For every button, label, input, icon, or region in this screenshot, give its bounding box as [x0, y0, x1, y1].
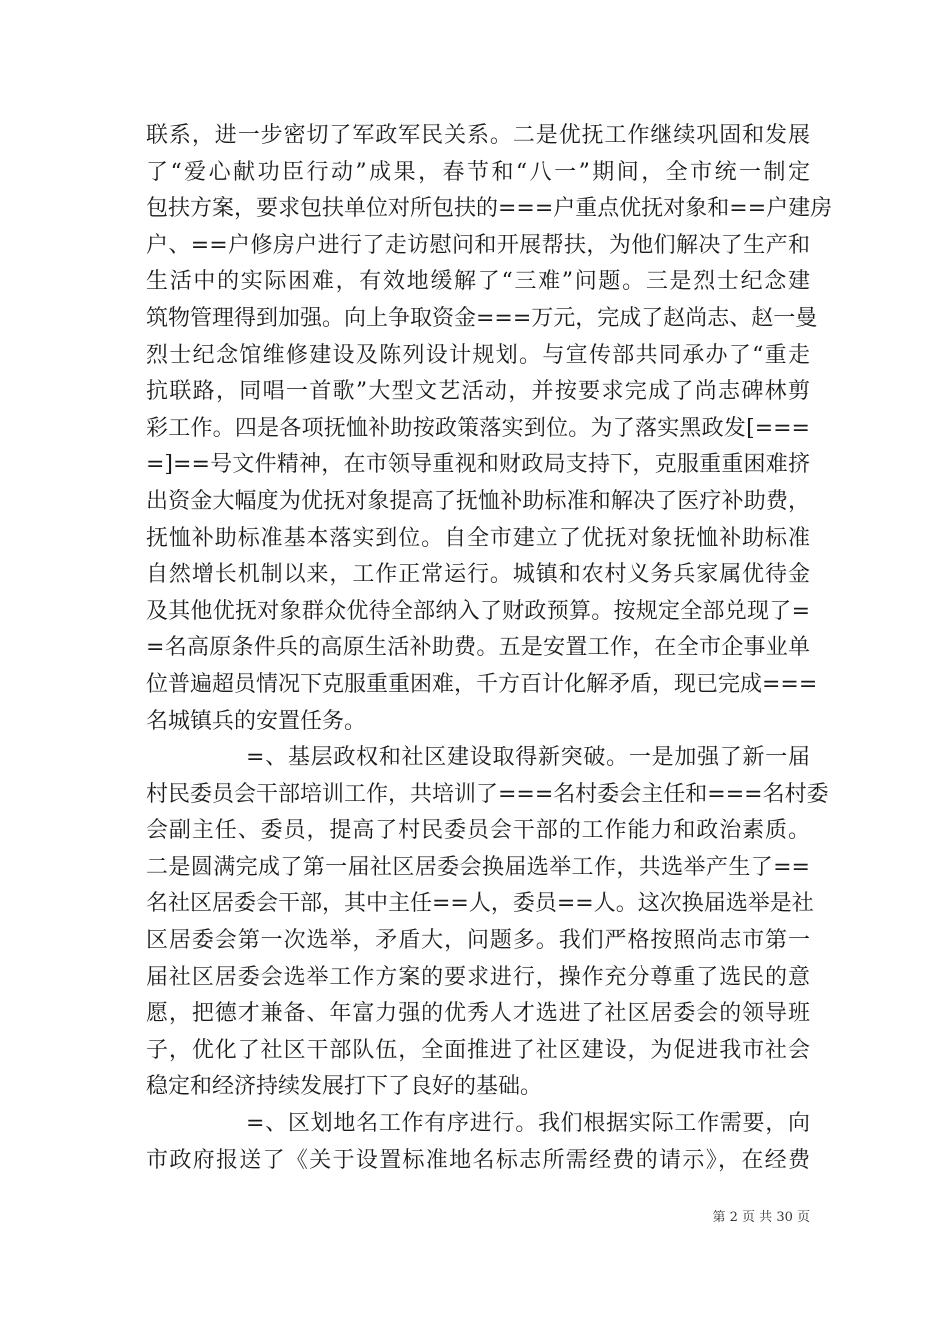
- text-line: 名社区居委会干部，其中主任==人，委员==人。这次换届选举是社: [146, 891, 814, 917]
- text-line: 村民委员会干部培训工作，共培训了===名村委会主任和===名村委: [146, 781, 829, 807]
- text-line: 联系，进一步密切了军政军民关系。二是优抚工作继续巩固和发展: [146, 123, 810, 148]
- text-line: 筑物管理得到加强。向上争取资金===万元，完成了赵尚志、赵一曼: [146, 305, 818, 331]
- text-line: 会副主任、委员，提高了村民委员会干部的工作能力和政治素质。: [146, 818, 810, 844]
- text-line: 烈士纪念馆维修建设及陈列设计规划。与宣传部共同承办了“重走: [146, 342, 810, 368]
- text-line: 抚恤补助标准基本落实到位。自全市建立了优抚对象抚恤补助标准: [146, 525, 810, 551]
- text-line: 届社区居委会选举工作方案的要求进行，操作充分尊重了选民的意: [146, 964, 810, 990]
- text-line: 抗联路，同唱一首歌”大型文艺活动，并按要求完成了尚志碑林剪: [146, 379, 810, 405]
- text-line: 彩工作。四是各项抚恤补助按政策落实到位。为了落实黑政发[===: [146, 415, 810, 441]
- text-line: =、区划地名工作有序进行。我们根据实际工作需要，向: [246, 1111, 810, 1137]
- text-line: 愿，把德才兼备、年富力强的优秀人才选进了社区居委会的领导班: [146, 1001, 810, 1027]
- text-line: 生活中的实际困难，有效地缓解了“三难”问题。三是烈士纪念建: [146, 269, 810, 295]
- page-number-footer: 第 2 页 共 30 页: [712, 1210, 810, 1225]
- text-line: =]==号文件精神，在市领导重视和财政局支持下，克服重重困难挤: [146, 452, 810, 478]
- text-line: 户、==户修房户进行了走访慰问和开展帮扶，为他们解决了生产和: [146, 232, 810, 258]
- text-line: 自然增长机制以来，工作正常运行。城镇和农村义务兵家属优待金: [146, 562, 810, 588]
- text-line: =名高原条件兵的高原生活补助费。五是安置工作，在全市企事业单: [146, 635, 810, 661]
- text-line: 市政府报送了《关于设置标准地名标志所需经费的请示》，在经费: [146, 1147, 810, 1173]
- text-line: 及其他优抚对象群众优待全部纳入了财政预算。按规定全部兑现了=: [146, 598, 810, 624]
- text-line: 位普遍超员情况下克服重重困难，千方百计化解矛盾，现已完成===: [146, 671, 818, 697]
- text-line: 了“爱心献功臣行动”成果，春节和“八一”期间，全市统一制定: [146, 159, 810, 185]
- text-line: =、基层政权和社区建设取得新突破。一是加强了新一届: [246, 745, 810, 771]
- text-line: 子，优化了社区干部队伍，全面推进了社区建设，为促进我市社会: [146, 1037, 810, 1063]
- body-text: [146, 118, 833, 1179]
- text-line: 出资金大幅度为优抚对象提高了抚恤补助标准和解决了医疗补助费，: [146, 488, 810, 514]
- text-line: 区居委会第一次选举，矛盾大，问题多。我们严格按照尚志市第一: [146, 928, 810, 954]
- text-line: 名城镇兵的安置任务。: [146, 708, 367, 734]
- text-line: 二是圆满完成了第一届社区居委会换届选举工作，共选举产生了==: [146, 854, 810, 880]
- text-line: 稳定和经济持续发展打下了良好的基础。: [146, 1074, 543, 1100]
- text-line: 包扶方案，要求包扶单位对所包扶的===户重点优抚对象和==户建房: [146, 196, 833, 222]
